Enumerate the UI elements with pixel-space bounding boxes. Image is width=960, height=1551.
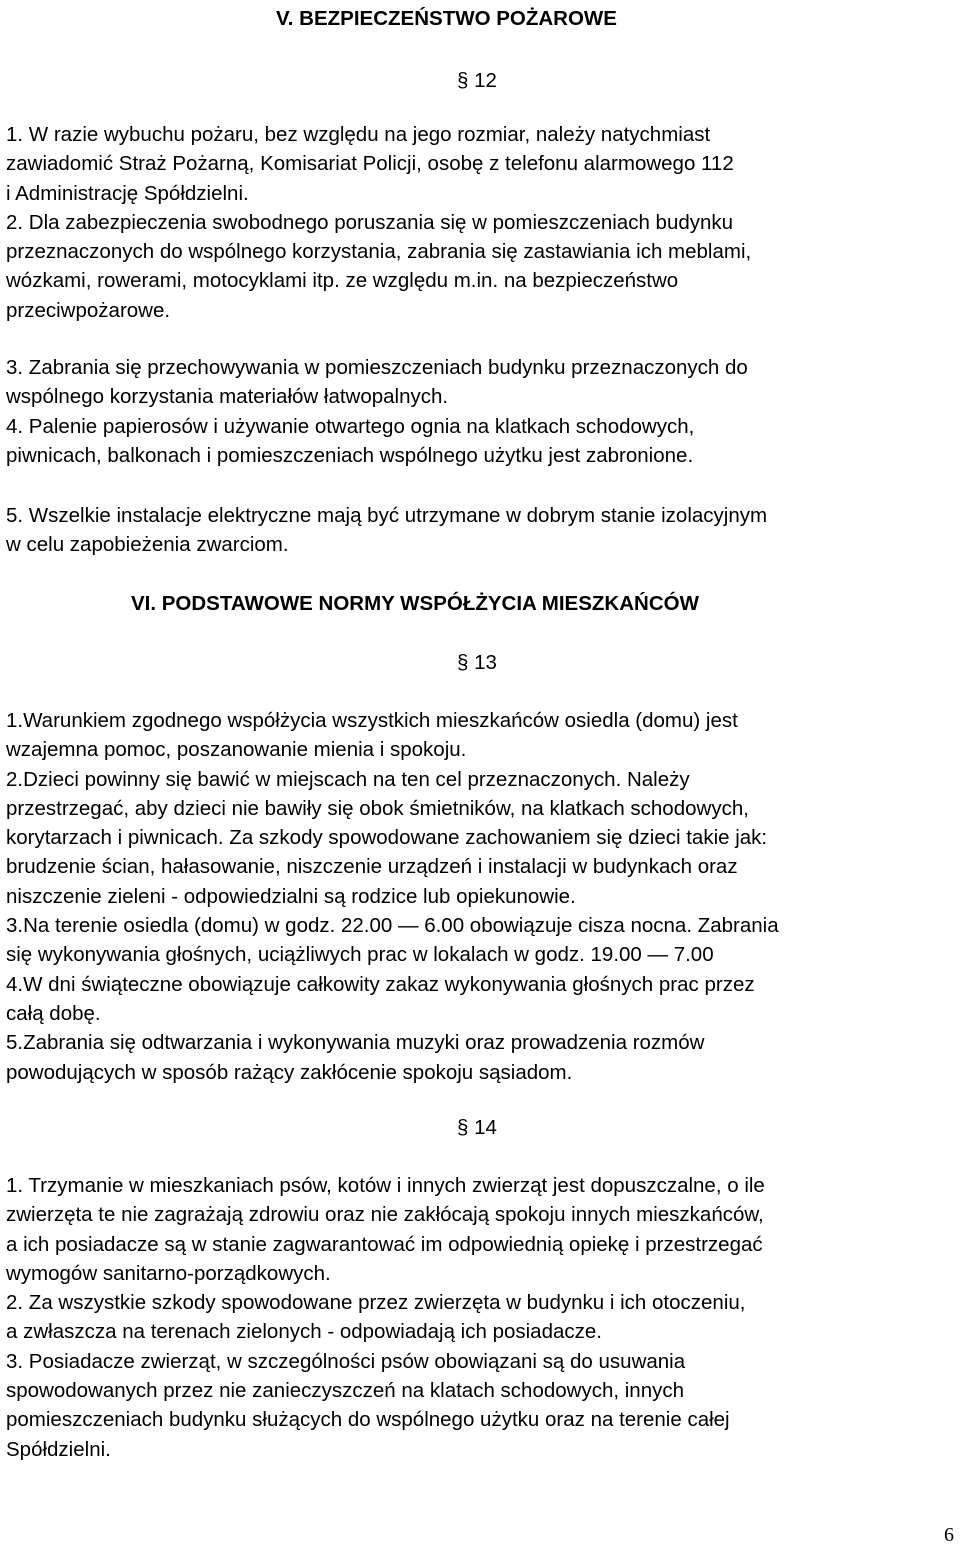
text-line: zawiadomić Straż Pożarną, Komisariat Policji, osobę z telefonu alarmowego 112 [6,152,734,176]
text-line: całą dobę. [6,1001,101,1025]
text-line: przeznaczonych do wspólnego korzystania, zabrania się zastawiania ich meblami, [6,240,752,264]
text-line: 4.W dni świąteczne obowiązuje całkowity zakaz wykonywania głośnych prac przez [6,972,755,996]
text-line: a zwłaszcza na terenach zielonych - odpowiadają ich posiadacze. [6,1320,602,1344]
chapter-5-body-continued [6,353,956,470]
text-line: 3. Posiadacze zwierząt, w szczególności psów obowiązani są do usuwania [6,1349,686,1373]
text-line: 4. Palenie papierosów i używanie otwartego ognia na klatkach schodowych, [6,414,695,438]
section-12-number: § 12 [457,69,497,92]
text-line: 3. Zabrania się przechowywania w pomieszczeniach budynku przeznaczonych do [6,356,748,379]
text-line: 5. Wszelkie instalacje elektryczne mają być utrzymane w dobrym stanie izolacyjnym [6,504,768,527]
paragraph-12-2 [6,208,956,325]
text-line: brudzenie ścian, hałasowanie, niszczenie urządzeń i instalacji w budynkach oraz [6,855,738,879]
paragraph-13-4 [6,970,956,1029]
chapter-5-body [6,120,956,325]
paragraph-14-1 [6,1171,956,1288]
section-13-body [6,706,956,1087]
text-line: piwnicach, balkonach i pomieszczeniach wspólnego użytku jest zabronione. [6,443,694,467]
section-14-number: § 14 [457,1116,497,1139]
text-line: się wykonywania głośnych, uciążliwych prac w lokalach w godz. 19.00 — 7.00 [6,943,714,967]
text-line: w celu zapobieżenia zwarciom. [6,533,289,557]
paragraph-13-5 [6,1028,956,1087]
paragraph-12-1 [6,120,956,208]
section-13-number: § 13 [457,651,497,674]
text-line: 2. Za wszystkie szkody spowodowane przez zwierzęta w budynku i ich otoczeniu, [6,1291,746,1315]
paragraph-12-5 [6,501,956,560]
text-line: przeciwpożarowe. [6,298,171,322]
text-line: zwierzęta te nie zagrażają zdrowiu oraz nie zakłócają spokoju innych mieszkańców, [6,1203,764,1227]
text-line: wymogów sanitarno-porządkowych. [6,1261,331,1285]
text-line: pomieszczeniach budynku służących do wspólnego użytku oraz na terenie całej [6,1408,730,1432]
paragraph-13-2 [6,765,956,911]
text-line: a ich posiadacze są w stanie zagwarantować im odpowiednią opiekę i przestrzegać [6,1232,763,1256]
page-number: 6 [944,1524,954,1546]
text-line: Spółdzielni. [6,1437,111,1461]
paragraph-12-3 [6,353,956,412]
text-line: wzajemna pomoc, poszanowanie mienia i spokoju. [6,738,467,762]
chapter-5-body-end [6,501,956,560]
text-line: 1. W razie wybuchu pożaru, bez względu na jego rozmiar, należy natychmiast [6,123,711,146]
paragraph-13-1 [6,706,956,765]
chapter-5-heading: V. BEZPIECZEŃSTWO POŻAROWE [276,7,617,30]
text-line: 2.Dzieci powinny się bawić w miejscach na ten cel przeznaczonych. Należy [6,767,690,791]
paragraph-14-2 [6,1288,956,1347]
text-line: przestrzegać, aby dzieci nie bawiły się obok śmietników, na klatkach schodowych, [6,796,749,820]
text-line: wózkami, rowerami, motocyklami itp. ze względu m.in. na bezpieczeństwo [6,269,679,293]
text-line: powodujących w sposób rażący zakłócenie spokoju sąsiadom. [6,1060,573,1084]
text-line: 5.Zabrania się odtwarzania i wykonywania muzyki oraz prowadzenia rozmów [6,1031,705,1055]
text-line: niszczenie zieleni - odpowiedzialni są rodzice lub opiekunowie. [6,884,576,908]
paragraph-13-3 [6,911,956,970]
text-line: wspólnego korzystania materiałów łatwopalnych. [6,385,449,409]
paragraph-14-3 [6,1347,956,1464]
text-line: i Administrację Spółdzielni. [6,181,249,205]
text-line: 1. Trzymanie w mieszkaniach psów, kotów i innych zwierząt jest dopuszczalne, o ile [6,1174,765,1197]
text-line: 1.Warunkiem zgodnego współżycia wszystkich mieszkańców osiedla (domu) jest [6,709,738,732]
text-line: 2. Dla zabezpieczenia swobodnego poruszania się w pomieszczeniach budynku [6,210,734,234]
text-line: 3.Na terenie osiedla (domu) w godz. 22.00 — 6.00 obowiązuje cisza nocna. Zabrania [6,914,779,938]
text-line: spowodowanych przez nie zanieczyszczeń na klatach schodowych, innych [6,1379,685,1403]
section-14-body [6,1171,956,1464]
chapter-6-heading: VI. PODSTAWOWE NORMY WSPÓŁŻYCIA MIESZKAŃCÓW [131,592,699,615]
text-line: korytarzach i piwnicach. Za szkody spowodowane zachowaniem się dzieci takie jak: [6,826,768,850]
paragraph-12-4 [6,412,956,471]
